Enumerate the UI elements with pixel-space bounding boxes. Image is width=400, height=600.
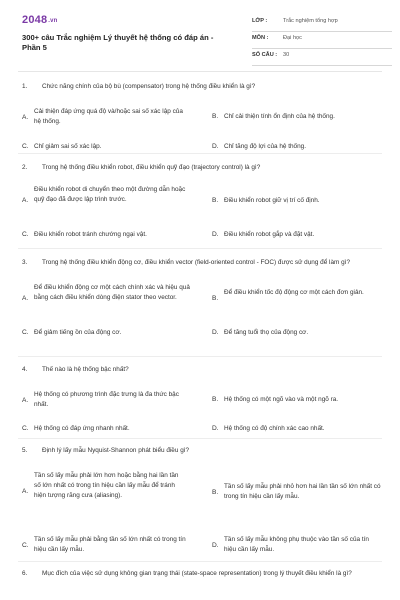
meta-key: MÔN :	[252, 35, 269, 41]
option-label: B.	[212, 113, 219, 120]
question-text: Mục đích của việc sử dụng không gian trạng thái (state-space representation) trong lý thuyết điều khiển là gì?	[42, 570, 352, 577]
option-text: Tần số lấy mẫu phải lớn hơn hoặc bằng hai lần tần số lớn nhất có trong tín hiệu cần lấy mẫu để tránh hiện tượng răng cưa (aliasing).	[34, 472, 179, 499]
meta-value: Đại học	[283, 35, 302, 41]
option-label: A.	[22, 114, 29, 121]
option-text: Điều khiển robot gắp và đặt vật.	[224, 231, 315, 238]
option-label: D.	[212, 143, 219, 150]
question-stem	[22, 446, 382, 456]
option-text: Chỉ cải thiện tính ổn định của hệ thống.	[224, 113, 335, 120]
option-text: Tần số lấy mẫu phải bằng tần số lớn nhất có trong tín hiệu cần lấy mẫu.	[34, 536, 186, 553]
option-text: Tần số lấy mẫu không phụ thuộc vào tần số của tín hiệu cần lấy mẫu.	[224, 536, 369, 553]
option-text: Tần số lấy mẫu phải nhỏ hơn hai lần tần số lớn nhất có trong tín hiệu cần lấy mẫu.	[224, 483, 381, 500]
option-b[interactable]	[212, 288, 387, 310]
option-text: Để điều khiển động cơ một cách chính xác và hiệu quả bằng cách điều khiển dòng điện stator theo vector.	[34, 284, 190, 301]
option-label: B.	[212, 489, 219, 496]
question-2	[22, 163, 382, 238]
question-text: Định lý lấy mẫu Nyquist-Shannon phát biểu điều gì?	[42, 447, 190, 454]
option-text: Để điều khiển tốc độ động cơ một cách đơn giản.	[224, 289, 364, 296]
option-a[interactable]	[22, 185, 207, 217]
question-number: 2.	[22, 164, 28, 171]
question-number: 6.	[22, 570, 28, 577]
question-number: 1.	[22, 83, 28, 90]
option-label: A.	[22, 397, 29, 404]
option-text: Chỉ giảm sai số xác lập.	[34, 143, 102, 150]
option-d[interactable]	[212, 535, 387, 557]
option-label: D.	[212, 425, 219, 432]
option-text: Hệ thống có phương trình đặc trưng là đa thức bậc nhất.	[34, 391, 179, 408]
question-text: Trong hệ thống điều khiển robot, điều khiển quỹ đạo (trajectory control) là gì?	[42, 164, 261, 171]
option-text: Hệ thống có đáp ứng nhanh nhất.	[34, 425, 130, 432]
option-text: Điều khiển robot di chuyển theo một đường dẫn hoặc quỹ đạo đã được lập trình trước.	[34, 186, 186, 203]
question-stem	[22, 365, 382, 375]
meta-value: 30	[283, 52, 290, 58]
option-text: Để giảm tiếng ồn của động cơ.	[34, 329, 122, 336]
option-label: A.	[22, 197, 29, 204]
meta-table	[252, 15, 392, 66]
question-1	[22, 82, 382, 150]
site-logo[interactable]	[22, 14, 58, 26]
option-text: Chỉ tăng độ lợi của hệ thống.	[224, 143, 306, 150]
option-text: Để tăng tuổi thọ của động cơ.	[224, 329, 309, 336]
option-text: Cải thiện đáp ứng quá độ và/hoặc sai số xác lập của hệ thống.	[34, 108, 183, 125]
option-a[interactable]	[22, 471, 207, 513]
option-label: D.	[212, 231, 219, 238]
option-label: B.	[212, 197, 219, 204]
meta-key: LỚP :	[252, 18, 268, 24]
question-3	[22, 258, 382, 336]
option-a[interactable]	[22, 390, 207, 412]
option-label: C.	[22, 425, 29, 432]
question-6	[22, 569, 382, 579]
option-label: D.	[212, 329, 219, 336]
option-label: C.	[22, 231, 29, 238]
question-stem	[22, 82, 382, 92]
question-separator	[18, 356, 382, 357]
question-stem	[22, 258, 372, 268]
logo-suffix: .vn	[48, 18, 58, 24]
meta-value: Trắc nghiệm tổng hợp	[283, 18, 338, 24]
option-label: A.	[22, 295, 29, 302]
question-5	[22, 446, 382, 553]
option-label: C.	[22, 542, 29, 549]
meta-key: SỐ CÂU :	[252, 52, 278, 58]
question-separator	[18, 153, 382, 154]
meta-row-subject	[252, 32, 392, 49]
option-a[interactable]	[22, 283, 207, 315]
question-stem	[22, 569, 377, 579]
option-c[interactable]	[22, 535, 207, 557]
meta-row-class	[252, 15, 392, 32]
option-label: D.	[212, 542, 219, 549]
option-text: Hệ thống có một ngõ vào và một ngõ ra.	[224, 396, 339, 403]
logo-text: 2048	[22, 14, 48, 26]
header-divider	[18, 71, 382, 72]
page-header	[22, 14, 382, 66]
question-separator	[18, 561, 382, 562]
option-text: Điều khiển robot giữ vị trí cố định.	[224, 197, 320, 204]
option-label: B.	[212, 295, 219, 302]
option-text: Điều khiển robot tránh chướng ngại vật.	[34, 231, 147, 238]
option-label: C.	[22, 143, 29, 150]
page-title: 300+ câu Trắc nghiệm Lý thuyết hệ thống có đáp án - Phần 5	[22, 33, 214, 52]
question-stem	[22, 163, 382, 173]
question-text: Chức năng chính của bộ bù (compensator) trong hệ thống điều khiển là gì?	[42, 83, 256, 90]
question-number: 4.	[22, 366, 28, 373]
option-label: C.	[22, 329, 29, 336]
question-separator	[18, 438, 382, 439]
question-separator	[18, 248, 382, 249]
meta-row-count	[252, 49, 392, 66]
option-a[interactable]	[22, 107, 202, 129]
question-number: 5.	[22, 447, 28, 454]
question-4	[22, 365, 382, 432]
option-label: A.	[22, 488, 29, 495]
option-text: Hệ thống có độ chính xác cao nhất.	[224, 425, 325, 432]
question-text: Trong hệ thống điều khiển động cơ, điều khiển vector (field-oriented control - FOC) được sử dụng để làm gì?	[42, 259, 350, 266]
question-number: 3.	[22, 259, 28, 266]
option-label: B.	[212, 396, 219, 403]
option-b[interactable]	[212, 482, 387, 504]
question-text: Thế nào là hệ thống bậc nhất?	[42, 366, 129, 373]
